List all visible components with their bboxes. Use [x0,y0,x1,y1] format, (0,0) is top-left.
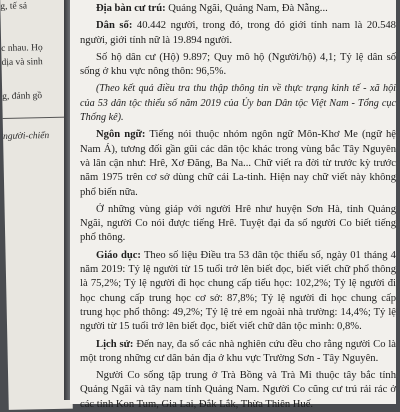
history-label: Lịch sử: [96,338,134,350]
language-paragraph [80,128,396,199]
education-text: Theo số liệu Điều tra 53 dân tộc thiểu số, ngày 01 tháng 4 năm 2019: Tỷ lệ người từ 15 tuổi trở lên biết đọc, biết viết chữ phổ thông là 75,2%; Tỷ lệ người đi học chung cấp tiểu học: 102,2%; Tỷ lệ người đi học chung cấp trung học cơ sở: 87,8%; Tỷ lệ người đi học chung cấp trung học phổ thông: 49,2%; Tỷ lệ trẻ em ngoài nhà trường: 14,4%; Tỷ lệ người từ 15 tuổi trở lên biết đọc, biết viết chữ dân tộc mình: 0,8%. [80,249,396,333]
residence-label: Địa bàn cư trú: [96,3,166,14]
population-label: Dân số: [96,20,133,32]
document-body [80,2,396,412]
residence-text: Quảng Ngãi, Quảng Nam, Đà Nẵng... [168,3,328,14]
population-text: 40.442 người, trong đó, trong đó giới tính nam là 20.548 người, giới tính nữ là 19.894 người. [80,20,396,46]
left-page-rule [3,117,67,119]
left-page-fragment: g, đánh gồ [2,91,43,102]
language-label: Ngôn ngữ: [96,129,146,141]
language-note-paragraph: Ở những vùng giáp với người Hrê như huyện Sơn Hà, tỉnh Quảng Ngãi, người Co nói được tiếng Hrê. Tuyệt đại đa số người Co biết tiếng phổ thông. [80,203,396,244]
left-page-fragment: người-chiến [2,131,50,142]
education-paragraph [80,249,396,335]
education-label: Giáo dục: [96,249,141,261]
history-note-paragraph: Người Co sống tập trung ở Trà Bồng và Trà Mi thuộc tây bắc tỉnh Quảng Ngãi và tây nam tỉnh Quảng Nam. Người Co cũng cư trú rải rác ở các tỉnh Kon Tum, Gia Lai, Đắk Lắk, Thừa Thiên Huế. [80,370,396,410]
source-note: (Theo kết quả điều tra thu thập thông tin về thực trạng kinh tế - xã hội của 53 dân tộc thiểu số năm 2019 của Ủy ban Dân tộc Việt Nam - Tổng cục Thống kê). [80,83,396,124]
right-page [70,0,397,410]
residence-paragraph [80,2,396,16]
population-paragraph [80,19,396,48]
households-paragraph: Số hộ dân cư (Hộ) 9.897; Quy mô hộ (Người/hộ) 4,1; Tỷ lệ dân số sống ở khu vực nông thôn: 96,5%. [80,51,396,78]
left-page [0,0,73,410]
language-text: Tiếng nói thuộc nhóm ngôn ngữ Môn-Khơ Me (ngữ hệ Nam Á), tương đối gần gũi các dân tộc khác trong vùng bắc Tây Nguyên và lân cận như: Hrê, Xơ Đăng, Ba Na... Chữ viết ra đời từ trước kỳ trước năm 1975 trên cơ sở dùng chữ cái La-tinh. Hiện nay chữ viết này không phổ biến nữa. [80,129,397,198]
left-page-fragment: dịa và sinh [1,57,43,68]
history-text: Đến nay, đa số các nhà nghiên cứu đều cho rằng người Co là một trong những cư dân bản địa ở khu vực Trường Sơn - Tây Nguyên. [80,338,396,364]
left-page-fragment: c nhau. Họ [1,43,43,54]
history-paragraph [80,338,396,367]
left-page-fragment: g, tế sả [0,1,28,12]
